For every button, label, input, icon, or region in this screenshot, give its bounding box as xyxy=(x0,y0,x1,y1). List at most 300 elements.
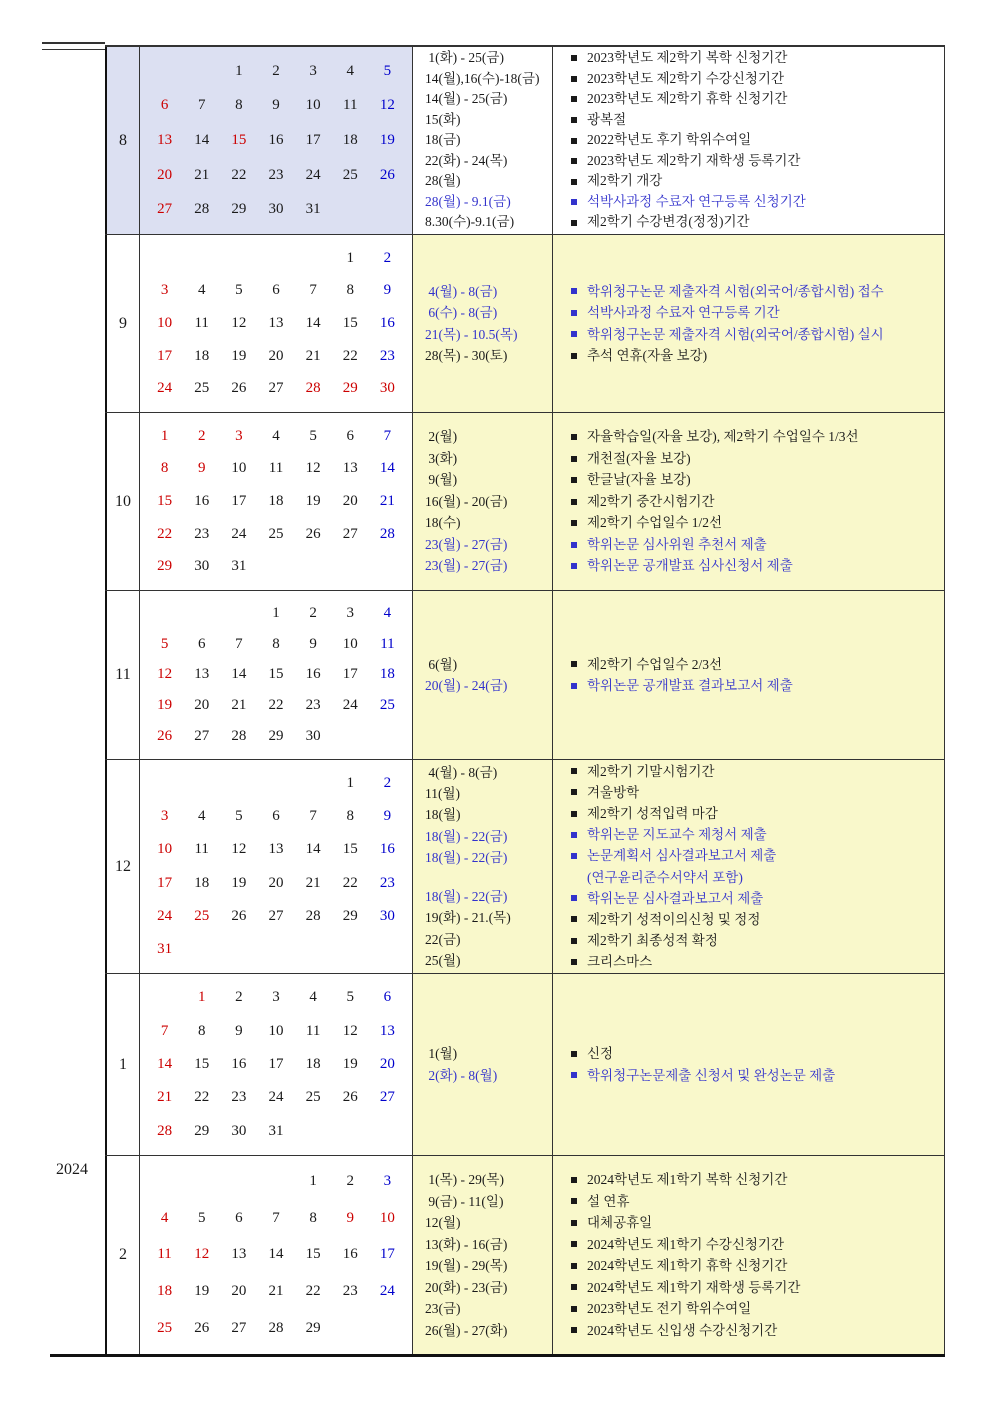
event-text: 제2학기 개강 xyxy=(587,173,663,189)
month-label: 10 xyxy=(105,413,140,590)
day-cell: 27 xyxy=(194,728,210,745)
day-cell: 18 xyxy=(194,347,210,364)
day-cell: 6 xyxy=(272,808,280,825)
calendar-grid xyxy=(140,413,413,590)
day-cell: 30 xyxy=(268,201,284,218)
event-item xyxy=(571,324,940,346)
month-row xyxy=(105,1155,945,1354)
day-cell: 11 xyxy=(380,635,395,652)
day-cell: 1 xyxy=(160,427,169,444)
event-text: (연구윤리준수서약서 포함) xyxy=(587,869,743,885)
bullet-square-icon xyxy=(571,1263,577,1269)
day-cell: 9 xyxy=(383,808,392,825)
day-cell: 7 xyxy=(235,635,243,652)
day-cell: 12 xyxy=(342,1022,358,1039)
day-cell: 5 xyxy=(346,989,355,1006)
event-list xyxy=(553,1156,945,1354)
day-cell: 15 xyxy=(268,666,284,683)
date-range: 21(목) - 10.5(목) xyxy=(425,326,518,342)
day-cell: 15 xyxy=(231,131,247,148)
event-text: 논문계획서 심사결과보고서 제출 xyxy=(587,848,777,864)
day-cell: 12 xyxy=(157,666,173,683)
day-cell: 15 xyxy=(194,1055,210,1072)
day-cell: 3 xyxy=(346,604,355,621)
event-list xyxy=(553,974,945,1155)
day-cell: 2 xyxy=(383,249,392,266)
event-item xyxy=(571,1169,940,1191)
day-cell: 4 xyxy=(160,1209,169,1226)
bullet-square-icon xyxy=(571,199,577,205)
event-item xyxy=(571,110,940,131)
event-item xyxy=(571,512,940,534)
day-cell: 24 xyxy=(231,525,247,542)
day-cell: 19 xyxy=(231,874,247,891)
day-cell: 7 xyxy=(309,282,317,299)
date-range: 2(화) - 8(월) xyxy=(425,1067,498,1083)
day-cell: 23 xyxy=(305,697,321,714)
day-cell: 5 xyxy=(309,427,317,444)
calendar-grid xyxy=(140,1156,413,1354)
day-cell: 13 xyxy=(342,460,358,477)
day-cell: 19 xyxy=(379,131,395,148)
bullet-square-icon xyxy=(571,1220,577,1226)
academic-calendar-table xyxy=(50,45,945,1357)
event-text: 광복절 xyxy=(587,111,627,127)
event-text: 2024학년도 신입생 수강신청기간 xyxy=(587,1322,778,1338)
day-cell: 22 xyxy=(268,697,284,714)
date-range: 1(화) - 25(금) xyxy=(425,50,504,66)
day-cell: 24 xyxy=(268,1089,284,1106)
day-cell: 19 xyxy=(157,697,173,714)
day-cell: 10 xyxy=(379,1209,395,1226)
event-item xyxy=(571,761,940,782)
bullet-square-icon xyxy=(571,499,577,505)
day-cell: 6 xyxy=(383,989,392,1006)
day-cell: 21 xyxy=(305,874,321,891)
day-cell: 20 xyxy=(231,1283,247,1300)
date-range: 4(월) - 8(금) xyxy=(425,283,498,299)
day-cell: 1 xyxy=(197,989,206,1006)
day-cell: 29 xyxy=(305,1320,321,1337)
day-cell: 10 xyxy=(157,841,173,858)
day-cell: 26 xyxy=(231,907,247,924)
bullet-square-icon xyxy=(571,916,577,922)
date-range: 1(월) xyxy=(425,1046,458,1061)
bullet-square-icon xyxy=(571,96,577,102)
day-cell: 23 xyxy=(379,874,395,891)
day-cell: 6 xyxy=(197,635,206,652)
day-cell: 30 xyxy=(231,1122,247,1139)
day-cell: 18 xyxy=(157,1283,173,1300)
day-cell: 3 xyxy=(309,62,317,79)
event-list xyxy=(553,760,945,973)
event-text: 학위청구논문 제출자격 시험(외국어/종합시험) 실시 xyxy=(587,326,884,342)
day-cell: 29 xyxy=(268,728,284,745)
day-cell: 12 xyxy=(305,460,321,477)
day-cell: 1 xyxy=(346,249,355,266)
bullet-square-icon xyxy=(571,811,577,817)
day-cell: 6 xyxy=(272,282,280,299)
event-item xyxy=(571,1320,940,1342)
day-cell: 31 xyxy=(268,1122,284,1139)
day-cell: 4 xyxy=(197,808,206,825)
date-range: 23(월) - 27(금) xyxy=(425,536,508,552)
day-cell: 13 xyxy=(157,131,173,148)
event-item xyxy=(571,1212,940,1234)
bullet-square-icon xyxy=(571,938,577,944)
month-label: 2 xyxy=(105,1156,140,1354)
event-text: 제2학기 수업일수 1/2선 xyxy=(587,515,723,531)
bullet-square-icon xyxy=(571,520,577,526)
event-text: 2023학년도 제2학기 수강신청기간 xyxy=(587,70,784,86)
day-cell: 1 xyxy=(309,1172,317,1189)
day-cell: 9 xyxy=(197,460,206,477)
bullet-square-icon xyxy=(571,158,577,164)
month-row xyxy=(105,590,945,759)
day-cell: 20 xyxy=(268,874,284,891)
date-range: 3(화) xyxy=(425,450,458,466)
day-cell: 27 xyxy=(379,1089,395,1106)
day-cell: 28 xyxy=(268,1320,284,1337)
event-item xyxy=(571,803,940,824)
date-range: 18(금) xyxy=(425,132,461,148)
event-text: 2024학년도 제1학기 재학생 등록기간 xyxy=(587,1279,801,1295)
day-cell: 21 xyxy=(231,697,247,714)
date-range: 16(월) - 20(금) xyxy=(425,493,508,509)
day-cell: 13 xyxy=(268,314,284,331)
day-cell: 8 xyxy=(272,635,280,652)
event-item xyxy=(571,89,940,110)
event-item xyxy=(571,491,940,513)
day-cell: 16 xyxy=(342,1246,358,1263)
bullet-square-icon xyxy=(571,683,577,689)
bullet-square-icon xyxy=(571,959,577,965)
table-top-double-line xyxy=(42,42,105,50)
date-range: 28(목) - 30(토) xyxy=(425,348,508,363)
day-cell: 17 xyxy=(157,874,173,891)
event-item xyxy=(571,426,940,448)
day-cell: 19 xyxy=(194,1283,210,1300)
day-cell: 16 xyxy=(305,666,321,683)
event-text: 한글날(자율 보강) xyxy=(587,472,691,488)
day-cell: 29 xyxy=(194,1122,210,1139)
event-item xyxy=(571,1277,940,1299)
day-cell: 17 xyxy=(379,1246,395,1263)
day-cell: 30 xyxy=(305,728,321,745)
month-label: 12 xyxy=(105,760,140,973)
day-cell: 4 xyxy=(309,989,317,1006)
date-range: 25(월) xyxy=(425,952,461,968)
day-cell: 25 xyxy=(342,166,358,183)
date-range: 23(월) - 27(금) xyxy=(425,558,508,574)
day-cell: 23 xyxy=(194,525,210,542)
day-cell: 9 xyxy=(235,1022,243,1039)
calendar-grid xyxy=(140,974,413,1155)
event-item xyxy=(571,69,940,90)
date-range: 28(월) xyxy=(425,173,461,189)
day-cell: 14 xyxy=(268,1246,284,1263)
event-text: 2023학년도 제2학기 휴학 신청기간 xyxy=(587,91,788,107)
event-text: 제2학기 성적이의신청 및 정정 xyxy=(587,911,761,927)
day-cell: 10 xyxy=(342,635,358,652)
day-cell: 23 xyxy=(268,166,284,183)
date-range: 14(월),16(수)-18(금) xyxy=(425,70,540,86)
day-cell: 29 xyxy=(157,558,173,575)
day-cell: 31 xyxy=(231,558,247,575)
day-cell: 27 xyxy=(342,525,358,542)
month-label: 8 xyxy=(105,47,140,234)
date-range-list xyxy=(413,974,553,1155)
event-item xyxy=(571,888,940,909)
day-cell: 2 xyxy=(309,604,317,621)
day-cell: 29 xyxy=(231,201,247,218)
date-range: 19(월) - 29(목) xyxy=(425,1258,508,1273)
day-cell: 12 xyxy=(231,841,247,858)
day-cell: 22 xyxy=(157,525,173,542)
event-item xyxy=(571,909,940,930)
month-row xyxy=(105,234,945,412)
date-range: 20(월) - 24(금) xyxy=(425,678,508,693)
day-cell: 17 xyxy=(305,131,321,148)
event-item xyxy=(571,867,940,888)
day-cell: 14 xyxy=(305,841,321,858)
event-text: 대체공휴일 xyxy=(587,1215,653,1230)
day-cell: 25 xyxy=(268,525,284,542)
event-item xyxy=(571,951,940,972)
day-cell: 25 xyxy=(305,1089,321,1106)
event-item xyxy=(571,345,940,367)
date-range: 18(월) - 22(금) xyxy=(425,889,508,905)
event-item xyxy=(571,824,940,845)
date-range: 23(금) xyxy=(425,1301,461,1316)
day-cell: 15 xyxy=(157,492,173,509)
date-range: 20(화) - 23(금) xyxy=(425,1279,508,1295)
day-cell: 7 xyxy=(160,1022,169,1039)
date-range-list xyxy=(413,591,553,759)
day-cell: 4 xyxy=(346,62,355,79)
day-cell: 7 xyxy=(309,808,317,825)
month-label: 9 xyxy=(105,235,140,412)
day-cell: 30 xyxy=(379,907,395,924)
day-cell: 6 xyxy=(346,427,355,444)
day-cell: 10 xyxy=(157,314,173,331)
event-text: 제2학기 수업일수 2/3선 xyxy=(587,656,723,672)
day-cell: 7 xyxy=(383,427,392,444)
event-text: 제2학기 기말시험기간 xyxy=(587,763,715,779)
event-item xyxy=(571,1234,940,1256)
event-item xyxy=(571,48,940,69)
event-text: 석박사과정 수료자 연구등록 기간 xyxy=(587,305,780,320)
bullet-square-icon xyxy=(571,768,577,774)
day-cell: 21 xyxy=(379,492,395,509)
day-cell: 28 xyxy=(157,1122,173,1139)
day-cell: 20 xyxy=(194,697,210,714)
event-text: 2022학년도 후기 학위수여일 xyxy=(587,132,752,148)
bullet-square-icon xyxy=(571,661,577,667)
day-cell: 10 xyxy=(268,1022,284,1039)
event-list xyxy=(553,413,945,590)
event-item xyxy=(571,675,940,697)
bullet-square-icon xyxy=(571,434,577,440)
bullet-square-icon xyxy=(571,220,577,226)
day-cell: 3 xyxy=(160,282,169,299)
day-cell: 17 xyxy=(342,666,358,683)
day-cell: 2 xyxy=(383,775,392,792)
day-cell: 5 xyxy=(197,1209,206,1226)
day-cell: 10 xyxy=(305,97,321,114)
date-range: 14(월) - 25(금) xyxy=(425,91,508,107)
day-cell: 30 xyxy=(379,380,395,397)
day-cell: 24 xyxy=(342,697,358,714)
event-text: 2024학년도 제1학기 수강신청기간 xyxy=(587,1236,784,1252)
event-text: 제2학기 최종성적 확정 xyxy=(587,933,718,949)
bullet-square-icon xyxy=(571,456,577,462)
day-cell: 8 xyxy=(346,808,355,825)
day-cell: 27 xyxy=(268,380,284,397)
day-cell: 3 xyxy=(383,1172,392,1189)
bullet-square-icon xyxy=(571,789,577,795)
day-cell: 27 xyxy=(157,201,173,218)
bullet-square-icon xyxy=(571,1241,577,1247)
date-range: 12(월) xyxy=(425,1215,461,1230)
day-cell: 21 xyxy=(305,347,321,364)
bullet-square-icon xyxy=(571,55,577,61)
day-cell: 28 xyxy=(194,201,210,218)
month-row xyxy=(105,973,945,1155)
day-cell: 8 xyxy=(235,97,243,114)
day-cell: 16 xyxy=(268,131,284,148)
day-cell: 8 xyxy=(197,1022,206,1039)
day-cell: 29 xyxy=(342,907,358,924)
date-range: 4(월) - 8(금) xyxy=(425,765,498,780)
event-item xyxy=(571,1043,940,1065)
event-item xyxy=(571,212,940,233)
bullet-square-icon xyxy=(571,310,577,316)
day-cell: 21 xyxy=(194,166,210,183)
day-cell: 30 xyxy=(194,558,210,575)
bullet-square-icon xyxy=(571,117,577,123)
day-cell: 18 xyxy=(194,874,210,891)
event-list xyxy=(553,591,945,759)
event-item xyxy=(571,654,940,676)
day-cell: 25 xyxy=(194,907,210,924)
day-cell: 31 xyxy=(157,940,173,957)
bullet-square-icon xyxy=(571,1177,577,1183)
day-cell: 12 xyxy=(194,1246,210,1263)
day-cell: 22 xyxy=(342,347,358,364)
day-cell: 16 xyxy=(194,492,210,509)
day-cell: 2 xyxy=(346,1172,355,1189)
day-cell: 22 xyxy=(305,1283,321,1300)
day-cell: 7 xyxy=(197,97,206,114)
event-text: 2023학년도 전기 학위수여일 xyxy=(587,1301,752,1316)
bullet-square-icon xyxy=(571,288,577,294)
day-cell: 8 xyxy=(309,1209,317,1226)
day-cell: 11 xyxy=(194,841,209,858)
day-cell: 16 xyxy=(231,1055,247,1072)
day-cell: 17 xyxy=(268,1055,284,1072)
date-range: 28(월) - 9.1(금) xyxy=(425,193,511,209)
day-cell: 19 xyxy=(342,1055,358,1072)
month-label: 1 xyxy=(105,974,140,1155)
event-text: 제2학기 성적입력 마감 xyxy=(587,805,718,821)
day-cell: 12 xyxy=(379,97,395,114)
day-cell: 5 xyxy=(235,808,243,825)
day-cell: 22 xyxy=(342,874,358,891)
day-cell: 28 xyxy=(305,380,321,397)
bullet-square-icon xyxy=(571,138,577,144)
day-cell: 23 xyxy=(379,347,395,364)
event-text: 개천절(자율 보강) xyxy=(587,450,691,466)
event-text: 학위논문 심사위원 추천서 제출 xyxy=(587,536,767,552)
day-cell: 5 xyxy=(383,62,392,79)
day-cell: 15 xyxy=(305,1246,321,1263)
day-cell: 8 xyxy=(160,460,169,477)
day-cell: 24 xyxy=(305,166,321,183)
event-item xyxy=(571,555,940,577)
day-cell: 24 xyxy=(157,380,173,397)
day-cell: 16 xyxy=(379,841,395,858)
day-cell: 3 xyxy=(235,427,243,444)
day-cell: 20 xyxy=(379,1055,395,1072)
day-cell: 14 xyxy=(379,460,395,477)
day-cell: 11 xyxy=(343,97,358,114)
date-range: 15(화) xyxy=(425,111,461,127)
day-cell: 9 xyxy=(383,282,392,299)
day-cell: 2 xyxy=(272,62,280,79)
date-range: 1(목) - 29(목) xyxy=(425,1172,504,1187)
date-range: 13(화) - 16(금) xyxy=(425,1236,508,1252)
event-item xyxy=(571,130,940,151)
day-cell: 26 xyxy=(305,525,321,542)
day-cell: 14 xyxy=(194,131,210,148)
event-text: 제2학기 수강변경(정정)기간 xyxy=(587,214,750,230)
day-cell: 11 xyxy=(305,1022,321,1039)
event-item xyxy=(571,448,940,470)
bullet-square-icon xyxy=(571,1284,577,1290)
day-cell: 18 xyxy=(268,492,284,509)
event-text: 학위청구논문제출 신청서 및 완성논문 제출 xyxy=(587,1067,836,1083)
event-item xyxy=(571,171,940,192)
date-range-list xyxy=(413,1156,553,1354)
day-cell: 26 xyxy=(231,380,247,397)
day-cell: 17 xyxy=(157,347,173,364)
bullet-square-icon xyxy=(571,1051,577,1057)
day-cell: 9 xyxy=(309,635,317,652)
bullet-square-icon xyxy=(571,76,577,82)
calendar-grid xyxy=(140,47,413,234)
day-cell: 25 xyxy=(379,697,395,714)
day-cell: 26 xyxy=(342,1089,358,1106)
event-item xyxy=(571,534,940,556)
calendar-grid xyxy=(140,591,413,759)
month-label: 11 xyxy=(105,591,140,759)
event-item xyxy=(571,1065,940,1087)
date-range: 6(월) xyxy=(425,656,458,672)
date-range: 19(화) - 21.(목) xyxy=(425,910,511,926)
day-cell: 21 xyxy=(157,1089,173,1106)
date-range: 26(월) - 27(화) xyxy=(425,1322,508,1338)
calendar-grid xyxy=(140,760,413,973)
event-list xyxy=(553,47,945,234)
event-item xyxy=(571,302,940,324)
event-text: 학위논문 공개발표 심사신청서 제출 xyxy=(587,558,793,574)
day-cell: 1 xyxy=(235,62,243,79)
event-text: 학위논문 지도교수 제청서 제출 xyxy=(587,827,767,843)
day-cell: 17 xyxy=(231,492,247,509)
day-cell: 14 xyxy=(157,1055,173,1072)
day-cell: 20 xyxy=(157,166,173,183)
